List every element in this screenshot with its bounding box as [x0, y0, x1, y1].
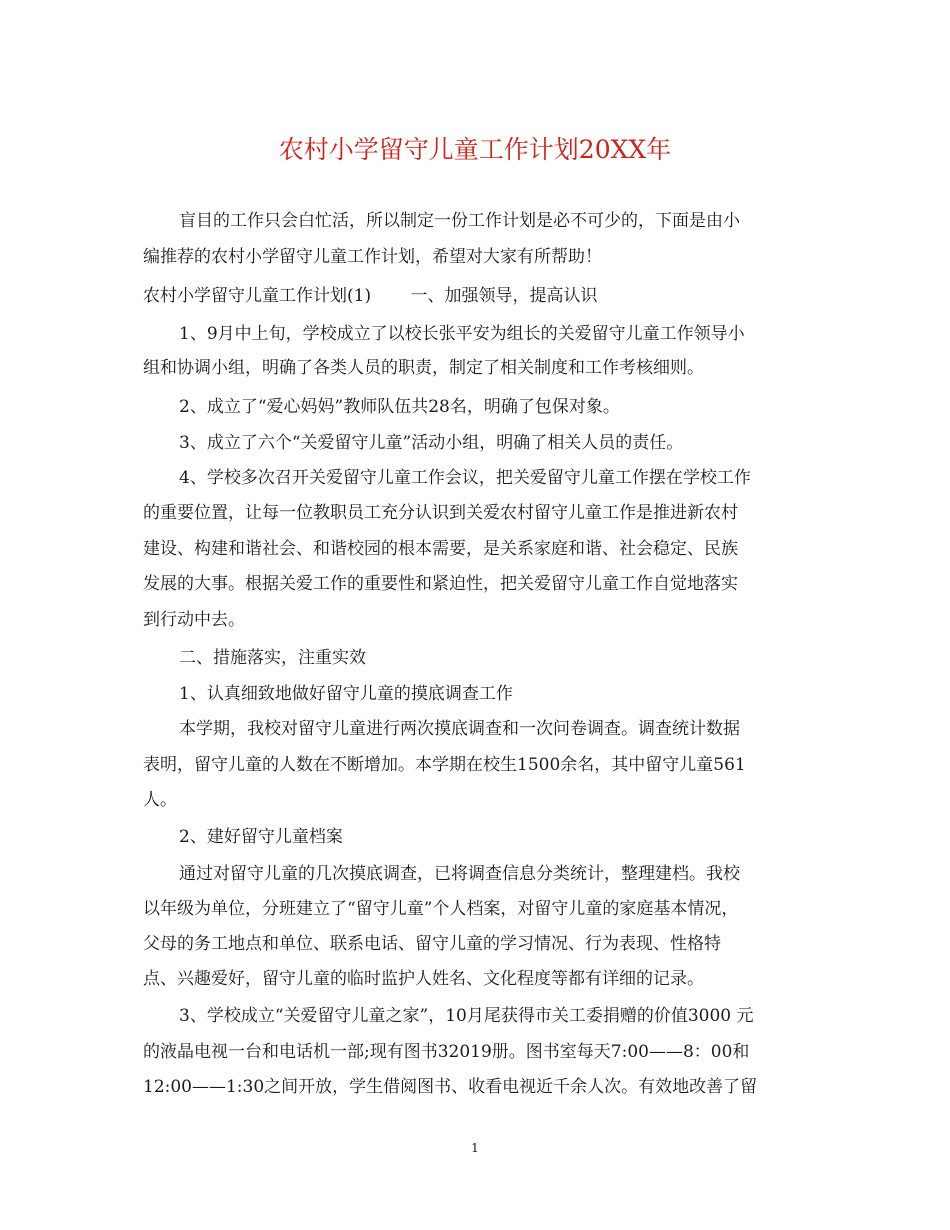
body-line: 盲目的工作只会白忙活，所以制定一份工作计划是必不可少的，下面是由小	[179, 211, 740, 231]
subsection-heading: 2、建好留守儿童档案	[179, 827, 343, 847]
body-line: 组和协调小组，明确了各类人员的职责，制定了相关制度和工作考核细则。	[143, 358, 704, 378]
body-line: 的重要位置，让每一位教职员工充分认识到关爱农村留守儿童工作是推进新农村	[143, 503, 738, 523]
body-line: 以年级为单位，分班建立了“留守儿童”个人档案，对留守儿童的家庭基本情况，	[143, 899, 739, 919]
body-line: 2、成立了“爱心妈妈”教师队伍共28名，明确了包保对象。	[179, 397, 620, 417]
body-line: 3、学校成立“关爱留守儿童之家”，10月尾获得市关工委捐赠的价值3000 元	[179, 1006, 754, 1026]
body-line: 父母的务工地点和单位、联系电话、留守儿童的学习情况、行为表现、性格特	[143, 934, 721, 954]
section-heading: 农村小学留守儿童工作计划(1) 一、加强领导，提高认识	[143, 286, 598, 306]
body-line: 3、成立了六个“关爱留守儿童”活动小组，明确了相关人员的责任。	[179, 433, 684, 453]
page-number: 1	[471, 1141, 479, 1155]
body-line: 通过对留守儿童的几次摸底调查，已将调查信息分类统计，整理建档。我校	[179, 864, 740, 884]
body-line: 编推荐的农村小学留守儿童工作计划，希望对大家有所帮助！	[143, 247, 602, 267]
page-title: 农村小学留守儿童工作计划20XX年	[278, 135, 672, 164]
body-line: 表明，留守儿童的人数在不断增加。本学期在校生1500余名，其中留守儿童561	[143, 755, 746, 775]
body-line: 4、学校多次召开关爱留守儿童工作会议，把关爱留守儿童工作摆在学校工作	[179, 468, 751, 488]
body-line: 的液晶电视一台和电话机一部;现有图书32019册。图书室每天7:00——8：00和	[143, 1042, 750, 1062]
body-line: 发展的大事。根据关爱工作的重要性和紧迫性，把关爱留守儿童工作自觉地落实	[143, 574, 738, 594]
body-line: 本学期，我校对留守儿童进行两次摸底调查和一次问卷调查。调查统计数据	[179, 719, 740, 739]
body-line: 到行动中去。	[143, 610, 245, 630]
subsection-heading: 1、认真细致地做好留守儿童的摸底调查工作	[179, 684, 513, 704]
body-line: 12:00——1:30之间开放，学生借阅图书、收看电视近千余人次。有效地改善了留	[143, 1077, 758, 1097]
section-heading: 二、措施落实，注重实效	[179, 648, 366, 668]
body-line: 点、兴趣爱好，留守儿童的临时监护人姓名、文化程度等都有详细的记录。	[143, 969, 704, 989]
body-line: 人。	[143, 790, 177, 810]
body-line: 1、9月中上旬，学校成立了以校长张平安为组长的关爱留守儿童工作领导小	[179, 324, 745, 344]
body-line: 建设、构建和谐社会、和谐校园的根本需要，是关系家庭和谐、社会稳定、民族	[143, 539, 738, 559]
